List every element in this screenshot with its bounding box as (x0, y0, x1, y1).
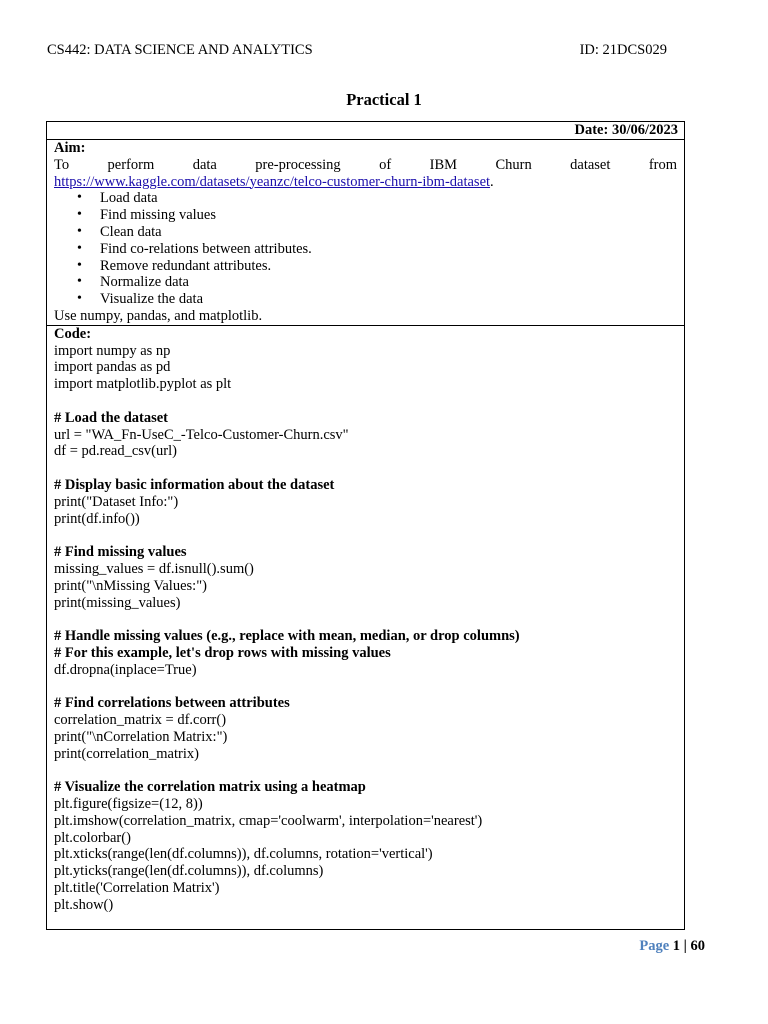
aim-word: data (192, 156, 217, 173)
code-comment-line: # Find missing values (54, 544, 187, 561)
list-item: • Find co-relations between attributes. (100, 241, 677, 258)
code-comment-line: # Find correlations between attributes (54, 695, 290, 712)
code-block (54, 343, 677, 914)
aim-word: pre-processing (255, 156, 341, 173)
aim-note: Use numpy, pandas, and matplotlib. (54, 307, 263, 324)
practical-title: Practical 1 (346, 90, 422, 109)
list-item: • Remove redundant attributes. (100, 258, 677, 275)
aim-sentence (54, 157, 677, 174)
code-line: import pandas as pd (54, 359, 171, 376)
code-comment-line: # Handle missing values (e.g., replace with mean, median, or drop columns) (54, 628, 520, 645)
code-line: correlation_matrix = df.corr() (54, 712, 227, 729)
course-title: CS442: DATA SCIENCE AND ANALYTICS (47, 42, 313, 58)
link-suffix: . (490, 173, 494, 190)
code-line: print("\nCorrelation Matrix:") (54, 728, 228, 745)
code-line: import numpy as np (54, 342, 171, 359)
page-number: 1 (672, 938, 681, 954)
code-line: plt.show() (54, 896, 114, 913)
page-separator: | (683, 938, 687, 954)
code-section (47, 326, 684, 929)
code-line: plt.yticks(range(len(df.columns)), df.columns) (54, 863, 324, 880)
code-label: Code: (54, 325, 92, 342)
aim-link-line (54, 174, 677, 191)
code-line: print(correlation_matrix) (54, 745, 199, 762)
code-line: plt.colorbar() (54, 829, 131, 846)
code-comment-line: # For this example, let's drop rows with missing values (54, 644, 391, 661)
code-line: import matplotlib.pyplot as plt (54, 376, 232, 393)
code-line: print(df.info()) (54, 510, 140, 527)
list-item: • Clean data (100, 224, 677, 241)
code-line (54, 460, 677, 477)
aim-section (47, 140, 684, 326)
aim-word: perform (107, 156, 155, 173)
page-label: Page (639, 938, 670, 954)
practical-table (46, 121, 685, 930)
code-comment-line: # Visualize the correlation matrix using a heatmap (54, 779, 366, 796)
aim-word: Churn (495, 156, 532, 173)
aim-task-list (54, 190, 677, 308)
dataset-link[interactable]: https://www.kaggle.com/datasets/yeanzc/telco-customer-churn-ibm-dataset (54, 173, 491, 190)
code-line (54, 679, 677, 696)
code-line: print(missing_values) (54, 594, 181, 611)
code-comment-line: # Load the dataset (54, 409, 168, 426)
aim-word: IBM (429, 156, 458, 173)
list-item: • Load data (100, 190, 677, 207)
list-item: • Find missing values (100, 207, 677, 224)
code-line: print("Dataset Info:") (54, 493, 179, 510)
aim-word: To (54, 156, 70, 173)
code-line: print("\nMissing Values:") (54, 577, 207, 594)
aim-label: Aim: (54, 140, 86, 156)
code-line: missing_values = df.isnull().sum() (54, 560, 254, 577)
code-line: plt.title('Correlation Matrix') (54, 880, 220, 897)
student-id: ID: 21DCS029 (579, 42, 667, 58)
aim-word: from (648, 156, 678, 173)
list-item: • Normalize data (100, 274, 677, 291)
list-item: • Visualize the data (100, 291, 677, 308)
total-pages: 60 (690, 938, 705, 954)
code-line (54, 393, 677, 410)
aim-word: dataset (570, 156, 611, 173)
date-cell (47, 122, 684, 140)
code-line (54, 762, 677, 779)
code-line: plt.imshow(correlation_matrix, cmap='coolwarm', interpolation='nearest') (54, 812, 483, 829)
page-footer (639, 938, 705, 955)
code-line: url = "WA_Fn-UseC_-Telco-Customer-Churn.csv" (54, 426, 349, 443)
aim-word: of (379, 156, 392, 173)
code-line: plt.figure(figsize=(12, 8)) (54, 796, 203, 813)
code-comment-line: # Display basic information about the dataset (54, 476, 335, 493)
code-line (54, 611, 677, 628)
code-line: df.dropna(inplace=True) (54, 661, 197, 678)
practical-date: Date: 30/06/2023 (574, 122, 678, 138)
code-line: df = pd.read_csv(url) (54, 443, 177, 460)
code-line: plt.xticks(range(len(df.columns)), df.columns, rotation='vertical') (54, 846, 433, 863)
code-line (54, 527, 677, 544)
